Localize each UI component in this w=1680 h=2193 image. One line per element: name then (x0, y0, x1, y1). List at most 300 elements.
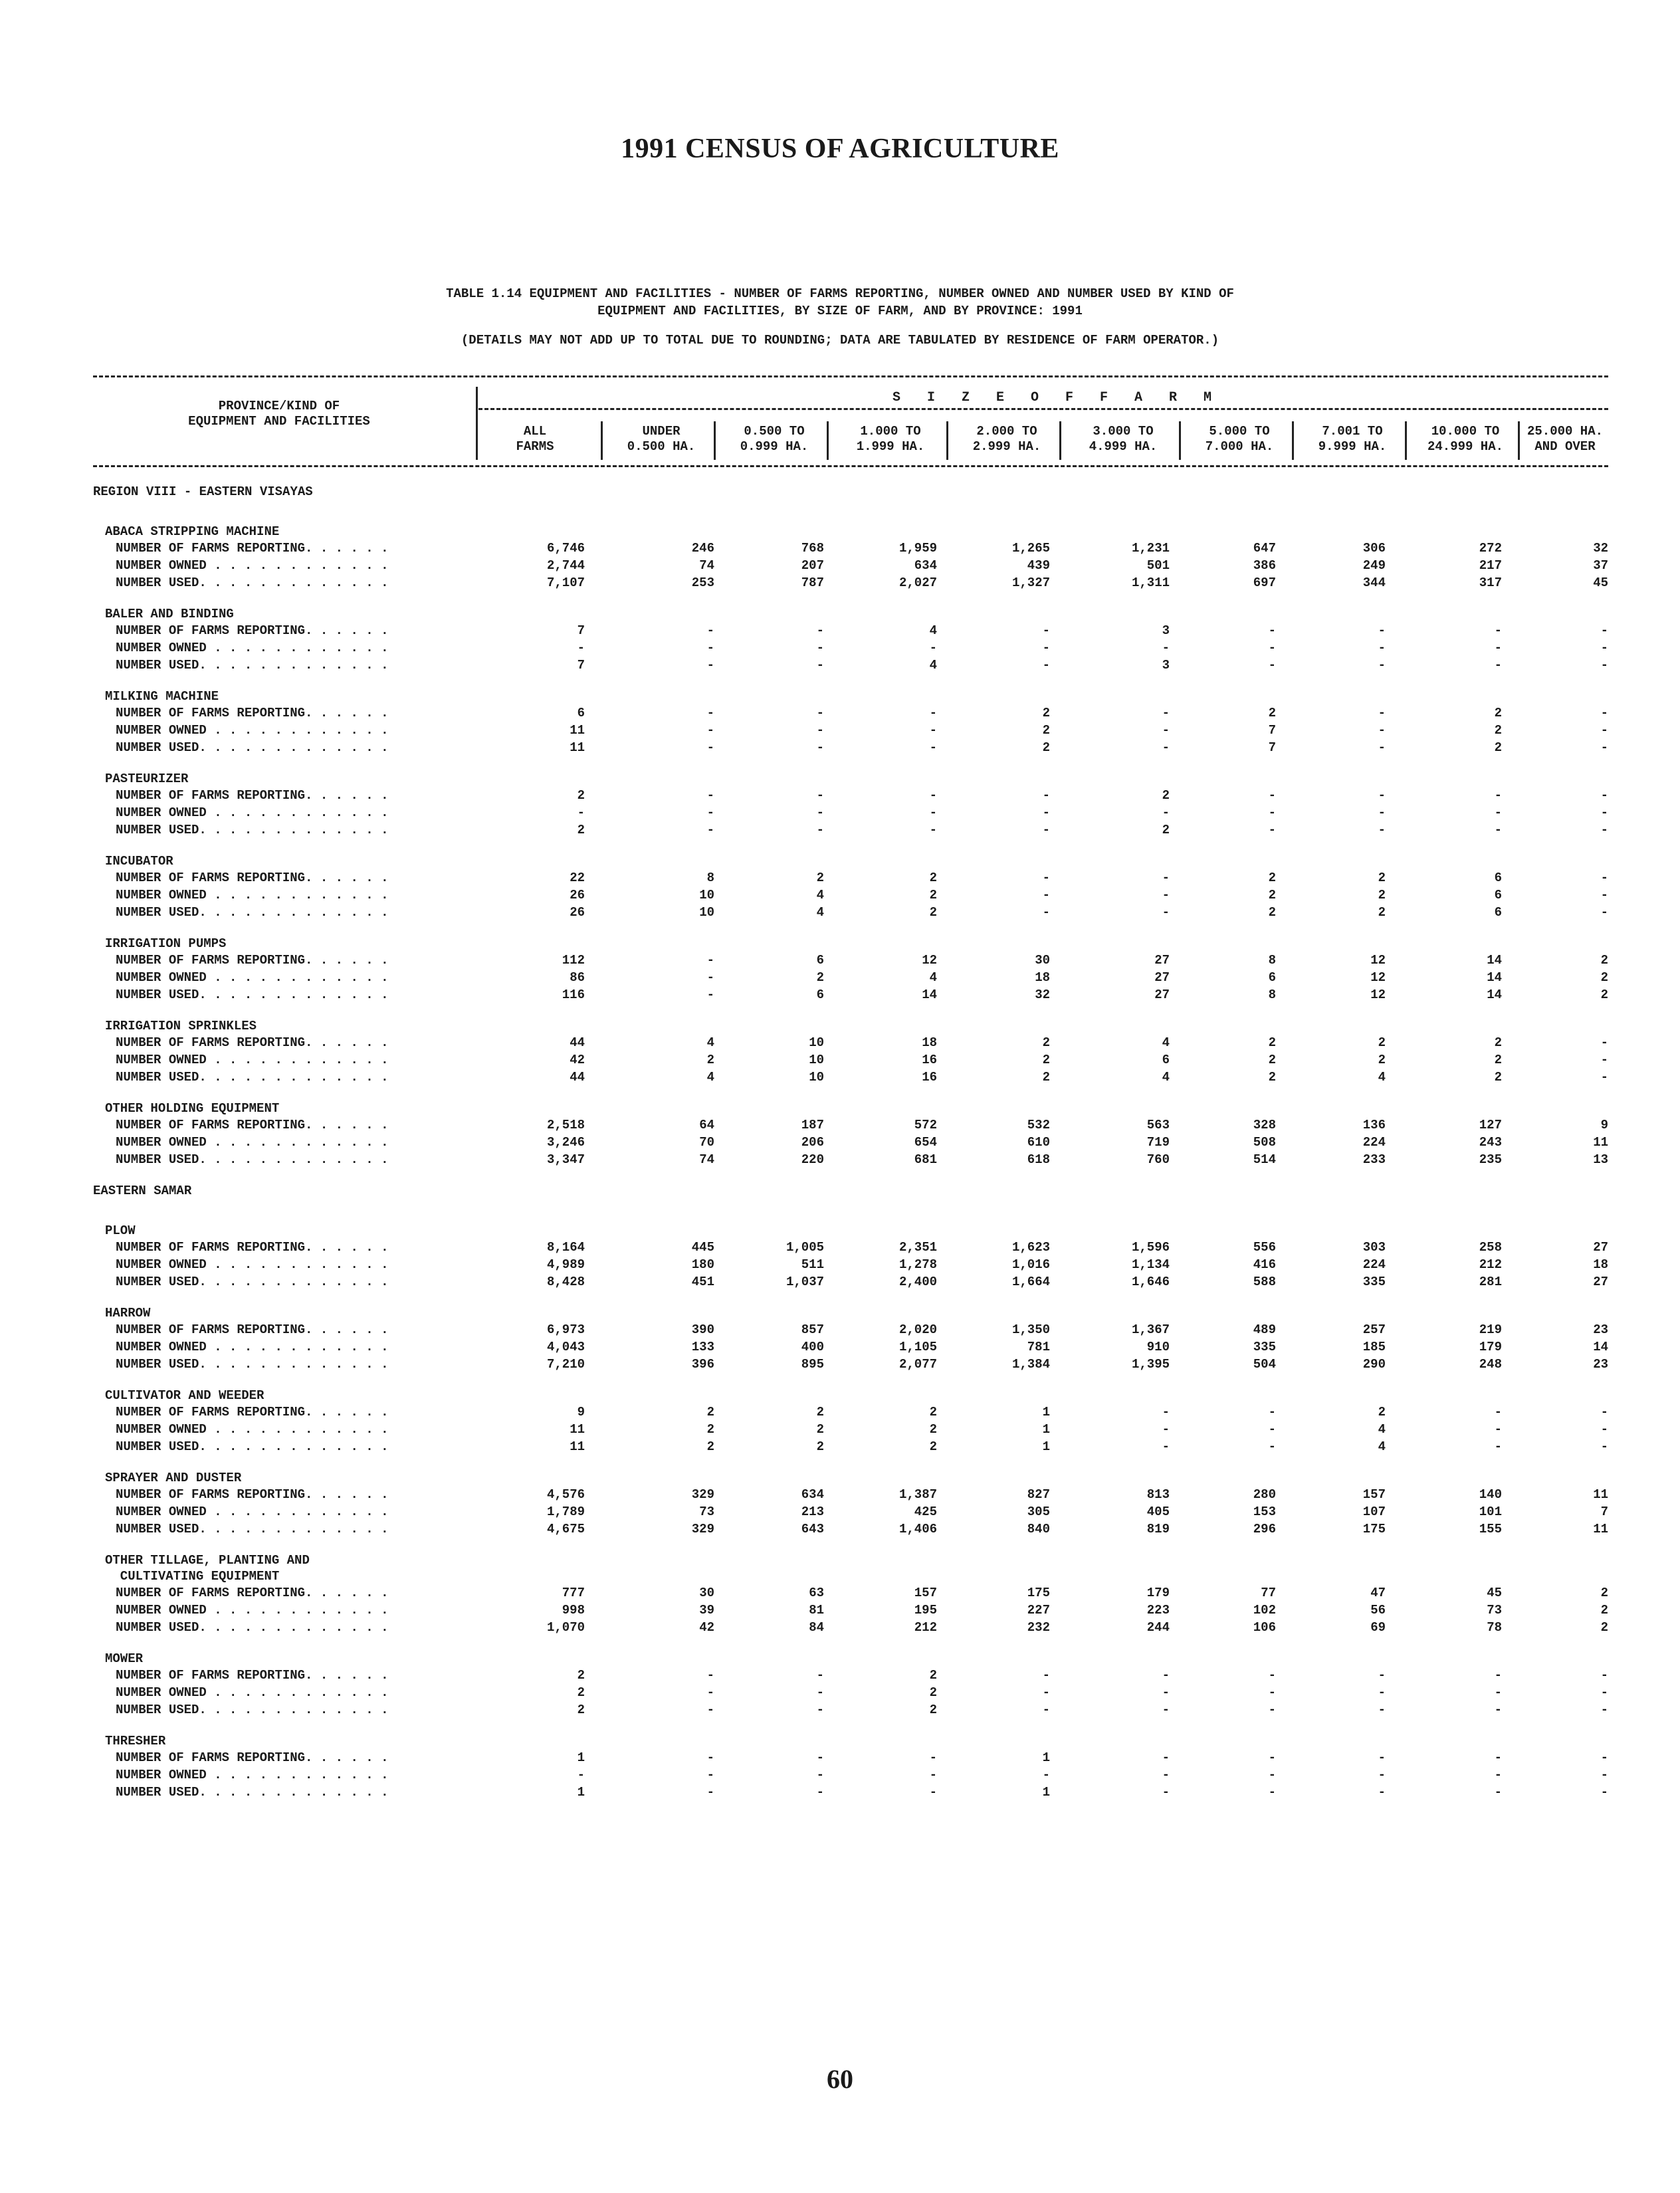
table-cell: 14 (1487, 970, 1502, 985)
table-cell: - (1162, 805, 1170, 820)
table-cell: 2 (929, 1668, 937, 1683)
table-cell: - (1494, 623, 1502, 638)
table-cell: 7 (1600, 1505, 1608, 1519)
table-cell: 280 (1253, 1487, 1276, 1502)
table-cell: - (1268, 823, 1276, 837)
row-label: NUMBER OF FARMS REPORTING. . . . . . (116, 1586, 389, 1600)
row-label: NUMBER USED. . . . . . . . . . . . . (116, 905, 389, 920)
table-cell: - (1494, 1703, 1502, 1717)
region-items (93, 524, 1608, 1168)
table-row (93, 739, 1608, 756)
table-row (93, 1520, 1608, 1538)
table-row (93, 1151, 1608, 1168)
table-cell: - (706, 1703, 714, 1717)
table-row (93, 1256, 1608, 1273)
table-cell: - (1162, 1405, 1170, 1419)
table-cell: 416 (1253, 1257, 1276, 1272)
table-cell: - (1162, 641, 1170, 655)
table-cell: 187 (801, 1118, 824, 1132)
table-cell: - (706, 623, 714, 638)
table-cell: 136 (1362, 1118, 1386, 1132)
table-cell: 157 (1362, 1487, 1386, 1502)
table-cell: 2 (1268, 888, 1276, 902)
table-cell: 6,746 (546, 541, 585, 556)
table-cell: - (1042, 788, 1050, 803)
table-cell: 2 (577, 788, 585, 803)
table-cell: - (1600, 1422, 1608, 1437)
table-cell: 697 (1253, 575, 1276, 590)
table-cell: 1,037 (786, 1275, 824, 1289)
table-row (93, 869, 1608, 887)
table-cell: 2,027 (898, 575, 937, 590)
table-cell: - (929, 641, 937, 655)
table-cell: 18 (1035, 970, 1050, 985)
table-cell: - (1268, 1685, 1276, 1700)
row-label: NUMBER OF FARMS REPORTING. . . . . . (116, 1322, 389, 1337)
row-label: NUMBER OF FARMS REPORTING. . . . . . (116, 788, 389, 803)
table-cell: 223 (1146, 1603, 1170, 1618)
table-cell: 3,347 (546, 1152, 585, 1167)
column-header: UNDER 0.500 HA. (627, 424, 696, 454)
stub-header: PROVINCE/KIND OF EQUIPMENT AND FACILITIES (188, 399, 370, 429)
table-cell: 1 (577, 1750, 585, 1765)
table-cell: 768 (801, 541, 824, 556)
table-cell: 439 (1027, 558, 1050, 573)
row-label: NUMBER USED. . . . . . . . . . . . . (116, 1070, 389, 1085)
table-cell: 179 (1146, 1586, 1170, 1600)
table-cell: 2 (929, 888, 937, 902)
table-cell: 212 (914, 1620, 937, 1635)
table-cell: 224 (1362, 1135, 1386, 1150)
table-cell: 4 (1162, 1070, 1170, 1085)
table-row (93, 557, 1608, 574)
table-cell: 9 (1600, 1118, 1608, 1132)
size-of-farm-header: S I Z E O F F A R M (892, 390, 1221, 405)
table-cell: - (1378, 788, 1386, 803)
row-label: NUMBER OWNED . . . . . . . . . . . . (116, 1422, 389, 1437)
table-cell: 213 (801, 1505, 824, 1519)
table-cell: 32 (1035, 988, 1050, 1002)
table-cell: 425 (914, 1505, 937, 1519)
table-cell: 2 (1042, 706, 1050, 720)
table-row (93, 1356, 1608, 1373)
table-cell: 2 (929, 1422, 937, 1437)
table-row (93, 1321, 1608, 1338)
row-label: NUMBER OF FARMS REPORTING. . . . . . (116, 541, 389, 556)
table-cell: - (706, 988, 714, 1002)
table-cell: 175 (1362, 1522, 1386, 1536)
table-cell: - (1378, 1750, 1386, 1765)
table-cell: - (816, 658, 824, 673)
table-cell: 2 (816, 1422, 824, 1437)
table-cell: 4 (1378, 1070, 1386, 1085)
table-row (93, 1116, 1608, 1134)
table-row (93, 952, 1608, 969)
table-cell: 56 (1370, 1603, 1386, 1618)
table-cell: 760 (1146, 1152, 1170, 1167)
row-label: NUMBER OWNED . . . . . . . . . . . . (116, 1603, 389, 1618)
table-cell: - (706, 788, 714, 803)
table-cell: 14 (1487, 953, 1502, 968)
table-cell: - (929, 1785, 937, 1800)
table-row (93, 1051, 1608, 1069)
table-cell: 224 (1362, 1257, 1386, 1272)
row-label: NUMBER USED. . . . . . . . . . . . . (116, 1439, 389, 1454)
column-divider (1405, 421, 1407, 460)
table-cell: - (1600, 1439, 1608, 1454)
table-cell: - (1494, 1685, 1502, 1700)
table-cell: 1 (1042, 1785, 1050, 1800)
table-cell: 1,367 (1131, 1322, 1170, 1337)
table-cell: - (929, 706, 937, 720)
table-cell: - (1268, 1703, 1276, 1717)
table-cell: 1,384 (1011, 1357, 1050, 1372)
table-cell: 112 (562, 953, 585, 968)
top-rule (93, 375, 1608, 377)
table-cell: 11 (570, 1439, 585, 1454)
table-cell: 8 (1268, 988, 1276, 1002)
table-cell: - (1268, 641, 1276, 655)
table-cell: 329 (691, 1522, 714, 1536)
table-cell: - (816, 788, 824, 803)
table-cell: - (1494, 1785, 1502, 1800)
table-cell: 175 (1027, 1586, 1050, 1600)
table-cell: 4 (706, 1035, 714, 1050)
column-header: 25.000 HA. AND OVER (1526, 424, 1604, 454)
table-cell: - (1268, 1668, 1276, 1683)
table-cell: 2 (929, 871, 937, 885)
table-cell: - (1268, 1422, 1276, 1437)
table-cell: 2 (706, 1405, 714, 1419)
equipment-group (93, 1651, 1608, 1719)
table-cell: 47 (1370, 1586, 1386, 1600)
table-cell: - (577, 1768, 585, 1782)
table-body (93, 478, 1608, 1816)
equipment-group (93, 771, 1608, 839)
table-cell: 2 (1378, 1035, 1386, 1050)
table-cell: 6 (816, 988, 824, 1002)
table-cell: - (1042, 871, 1050, 885)
table-cell: 73 (699, 1505, 714, 1519)
table-cell: 6 (816, 953, 824, 968)
table-cell: - (577, 641, 585, 655)
table-cell: 246 (691, 541, 714, 556)
table-cell: 2 (1268, 905, 1276, 920)
equipment-group (93, 1470, 1608, 1538)
row-label: NUMBER OF FARMS REPORTING. . . . . . (116, 1118, 389, 1132)
table-cell: 1,265 (1011, 541, 1050, 556)
table-cell: 1,134 (1131, 1257, 1170, 1272)
table-cell: - (1162, 723, 1170, 738)
table-row (93, 574, 1608, 591)
table-cell: - (1600, 706, 1608, 720)
table-cell: - (1494, 823, 1502, 837)
table-cell: 647 (1253, 541, 1276, 556)
table-cell: - (929, 1768, 937, 1782)
table-cell: 328 (1253, 1118, 1276, 1132)
table-cell: 258 (1479, 1240, 1502, 1255)
table-cell: 235 (1479, 1152, 1502, 1167)
table-cell: - (1268, 1750, 1276, 1765)
table-cell: - (1042, 888, 1050, 902)
table-cell: - (1162, 1668, 1170, 1683)
table-cell: - (1494, 805, 1502, 820)
equipment-title: MILKING MACHINE (105, 689, 219, 704)
table-cell: - (1162, 1685, 1170, 1700)
table-cell: - (1600, 788, 1608, 803)
table-cell: - (1162, 1703, 1170, 1717)
table-cell: 179 (1479, 1340, 1502, 1354)
table-cell: - (1042, 1668, 1050, 1683)
table-cell: - (1042, 658, 1050, 673)
row-label: NUMBER USED. . . . . . . . . . . . . (116, 1785, 389, 1800)
table-cell: 23 (1593, 1357, 1608, 1372)
table-cell: 12 (1370, 953, 1386, 968)
equipment-title: BALER AND BINDING (105, 607, 234, 621)
table-row (93, 887, 1608, 904)
table-row (93, 804, 1608, 821)
table-cell: 1,311 (1131, 575, 1170, 590)
table-cell: 1,395 (1131, 1357, 1170, 1372)
table-cell: - (1162, 888, 1170, 902)
row-label: NUMBER OF FARMS REPORTING. . . . . . (116, 1487, 389, 1502)
table-cell: 489 (1253, 1322, 1276, 1337)
table-row (93, 722, 1608, 739)
table-cell: 305 (1027, 1505, 1050, 1519)
table-cell: 232 (1027, 1620, 1050, 1635)
table-cell: 4,043 (546, 1340, 585, 1354)
table-cell: 253 (691, 575, 714, 590)
table-cell: - (1494, 1439, 1502, 1454)
table-cell: 18 (922, 1035, 937, 1050)
table-cell: - (816, 623, 824, 638)
equipment-title: PASTEURIZER (105, 772, 189, 786)
table-row (93, 657, 1608, 674)
table-row (93, 622, 1608, 639)
table-cell: 400 (801, 1340, 824, 1354)
row-label: NUMBER USED. . . . . . . . . . . . . (116, 988, 389, 1002)
table-cell: - (706, 1785, 714, 1800)
table-cell: 634 (801, 1487, 824, 1502)
table-cell: 70 (699, 1135, 714, 1150)
table-cell: 4 (706, 1070, 714, 1085)
table-cell: 22 (570, 871, 585, 885)
table-cell: 2,518 (546, 1118, 585, 1132)
table-cell: - (1162, 905, 1170, 920)
row-label: NUMBER OWNED . . . . . . . . . . . . (116, 1053, 389, 1067)
table-cell: - (1162, 740, 1170, 755)
table-cell: 11 (1593, 1487, 1608, 1502)
table-cell: 37 (1593, 558, 1608, 573)
table-cell: 13 (1593, 1152, 1608, 1167)
table-cell: 787 (801, 575, 824, 590)
table-row (93, 969, 1608, 986)
table-cell: 10 (699, 905, 714, 920)
table-cell: - (1268, 1439, 1276, 1454)
column-header: 0.500 TO 0.999 HA. (740, 424, 809, 454)
table-cell: - (1042, 823, 1050, 837)
table-cell: - (1268, 623, 1276, 638)
table-cell: 1 (577, 1785, 585, 1800)
table-cell: 11 (570, 1422, 585, 1437)
table-cell: 1,406 (898, 1522, 937, 1536)
table-cell: - (1268, 805, 1276, 820)
table-cell: 133 (691, 1340, 714, 1354)
table-cell: - (816, 823, 824, 837)
table-cell: 102 (1253, 1603, 1276, 1618)
column-header: ALL FARMS (516, 424, 554, 454)
table-row (93, 1684, 1608, 1701)
table-cell: 998 (562, 1603, 585, 1618)
table-cell: 272 (1479, 541, 1502, 556)
page-number: 60 (827, 2064, 853, 2094)
table-cell: 2 (1378, 888, 1386, 902)
table-cell: - (1162, 871, 1170, 885)
table-cell: 4 (929, 658, 937, 673)
table-cell: 303 (1362, 1240, 1386, 1255)
table-cell: 4 (816, 905, 824, 920)
table-cell: 719 (1146, 1135, 1170, 1150)
table-row (93, 1134, 1608, 1151)
table-cell: 27 (1154, 988, 1170, 1002)
header-rule (93, 465, 1608, 467)
column-divider (1059, 421, 1061, 460)
table-cell: - (1600, 1405, 1608, 1419)
table-cell: - (706, 1685, 714, 1700)
table-cell: 895 (801, 1357, 824, 1372)
column-divider (1179, 421, 1181, 460)
table-cell: 634 (914, 558, 937, 573)
table-cell: - (1268, 1405, 1276, 1419)
table-cell: 257 (1362, 1322, 1386, 1337)
table-cell: 2 (1378, 871, 1386, 885)
table-cell: 116 (562, 988, 585, 1002)
table-cell: 2 (1600, 1603, 1608, 1618)
table-cell: - (1494, 1668, 1502, 1683)
row-label: NUMBER USED. . . . . . . . . . . . . (116, 1357, 389, 1372)
table-cell: - (816, 805, 824, 820)
table-cell: 2 (1268, 1053, 1276, 1067)
equipment-title: IRRIGATION SPRINKLES (105, 1019, 257, 1033)
equipment-title: MOWER (105, 1651, 144, 1666)
table-cell: 18 (1593, 1257, 1608, 1272)
table-cell: - (1162, 1439, 1170, 1454)
table-cell: 1,350 (1011, 1322, 1050, 1337)
table-cell: - (1600, 623, 1608, 638)
table-cell: 2 (1042, 1053, 1050, 1067)
table-cell: - (1378, 740, 1386, 755)
table-cell: - (816, 1703, 824, 1717)
table-cell: - (1494, 1422, 1502, 1437)
row-label: NUMBER OF FARMS REPORTING. . . . . . (116, 1668, 389, 1683)
table-cell: 1 (1042, 1422, 1050, 1437)
table-cell: 9 (577, 1405, 585, 1419)
table-row (93, 1486, 1608, 1503)
table-cell: 1,070 (546, 1620, 585, 1635)
table-cell: 781 (1027, 1340, 1050, 1354)
table-cell: 140 (1479, 1487, 1502, 1502)
row-label: NUMBER OF FARMS REPORTING. . . . . . (116, 953, 389, 968)
table-cell: - (1378, 823, 1386, 837)
table-row (93, 1421, 1608, 1438)
table-cell: - (1600, 1768, 1608, 1782)
table-cell: 32 (1593, 541, 1608, 556)
table-row (93, 1766, 1608, 1784)
row-label: NUMBER OWNED . . . . . . . . . . . . (116, 1340, 389, 1354)
table-cell: 11 (570, 740, 585, 755)
row-label: NUMBER OF FARMS REPORTING. . . . . . (116, 871, 389, 885)
table-cell: 2 (1494, 1053, 1502, 1067)
table-cell: 16 (922, 1070, 937, 1085)
table-cell: 7,210 (546, 1357, 585, 1372)
table-cell: 6 (1494, 888, 1502, 902)
column-divider (827, 421, 829, 460)
table-cell: 26 (570, 888, 585, 902)
table-cell: 4,989 (546, 1257, 585, 1272)
table-cell: - (1600, 1053, 1608, 1067)
row-label: NUMBER OF FARMS REPORTING. . . . . . (116, 1035, 389, 1050)
table-cell: 212 (1479, 1257, 1502, 1272)
table-cell: 290 (1362, 1357, 1386, 1372)
table-cell: 2 (1042, 740, 1050, 755)
table-cell: 306 (1362, 541, 1386, 556)
province-heading: EASTERN SAMAR (93, 1184, 192, 1198)
column-divider (1518, 421, 1520, 460)
row-label: NUMBER USED. . . . . . . . . . . . . (116, 823, 389, 837)
table-cell: - (1494, 641, 1502, 655)
table-row (93, 1701, 1608, 1719)
row-label: NUMBER OWNED . . . . . . . . . . . . (116, 641, 389, 655)
table-cell: 1,789 (546, 1505, 585, 1519)
table-cell: 2 (577, 1668, 585, 1683)
table-cell: 681 (914, 1152, 937, 1167)
table-cell: 220 (801, 1152, 824, 1167)
table-row (93, 1619, 1608, 1636)
table-row (93, 704, 1608, 722)
column-header: 5.000 TO 7.000 HA. (1205, 424, 1274, 454)
table-cell: - (706, 1768, 714, 1782)
table-cell: 390 (691, 1322, 714, 1337)
table-cell: 10 (809, 1070, 824, 1085)
table-cell: 1 (1042, 1405, 1050, 1419)
table-cell: 777 (562, 1586, 585, 1600)
table-cell: - (929, 823, 937, 837)
table-cell: - (706, 706, 714, 720)
table-cell: - (1600, 723, 1608, 738)
table-cell: 42 (570, 1053, 585, 1067)
table-cell: 4 (1378, 1422, 1386, 1437)
column-header: 10.000 TO 24.999 HA. (1427, 424, 1504, 454)
table-cell: 281 (1479, 1275, 1502, 1289)
table-row (93, 986, 1608, 1003)
column-header: 7.001 TO 9.999 HA. (1318, 424, 1387, 454)
table-cell: 2 (1268, 706, 1276, 720)
table-cell: 514 (1253, 1152, 1276, 1167)
table-cell: - (706, 641, 714, 655)
table-cell: 2 (816, 1439, 824, 1454)
table-cell: 2 (1042, 723, 1050, 738)
table-cell: 610 (1027, 1135, 1050, 1150)
row-label: NUMBER OWNED . . . . . . . . . . . . (116, 805, 389, 820)
table-cell: 2 (929, 1439, 937, 1454)
table-cell: 249 (1362, 558, 1386, 573)
table-cell: - (816, 1685, 824, 1700)
equipment-title: OTHER TILLAGE, PLANTING AND CULTIVATING EQUIPMENT (105, 1553, 310, 1584)
table-cell: - (1494, 1405, 1502, 1419)
row-label: NUMBER USED. . . . . . . . . . . . . (116, 1620, 389, 1635)
table-cell: 4 (1162, 1035, 1170, 1050)
table-cell: 386 (1253, 558, 1276, 573)
